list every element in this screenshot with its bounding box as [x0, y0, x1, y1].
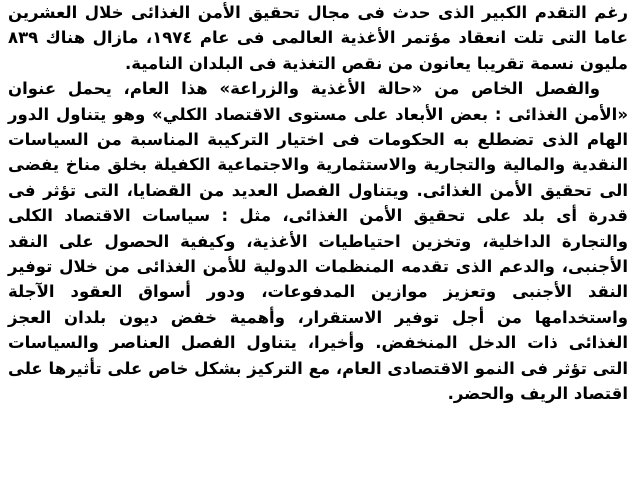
paragraph-intro: رغم التقدم الكبير الذى حدث فى مجال تحقيق الأمن الغذائى خلال العشرين عاما التى تلت انعقاد مؤتمر الأغذية العالمى فى عام ١٩٧٤، مازال هناك ٨٣٩ مليون نسمة تقريبا يعانون من نقص التغذية فى البلدان النامية.: [8, 3, 628, 73]
document-page: [8, 0, 628, 502]
paragraph-chapter-summary: والفصل الخاص من «حالة الأغذية والزراعة» هذا العام، يحمل عنوان «الأمن الغذائى : بعض الأبعاد على مستوى الاقتصاد الكلي» وهو يتناول الدور الهام الذى تضطلع به الحكومات فى اختيار التركيبة المناسبة من السياسات النقدية والمالية والتجارية والاستثمارية والاجتماعية الكفيلة بخلق مناخ يفضى الى تحقيق الأمن الغذائى. ويتناول الفصل العديد من القضايا، التى تؤثر فى قدرة أى بلد على تحقيق الأمن الغذائى، مثل : سياسات الاقتصاد الكلى والتجارة الداخلية، وتخزين احتياطيات الأغذية، وكيفية الحصول على النقد الأجنبى، والدعم الذى تقدمه المنظمات الدولية للأمن الغذائى من خلال توفير النقد الأجنبى وتعزيز موازين المدفوعات، ودور أسواق العقود الآجلة واستخدامها من أجل توفير الاستقرار، وأهمية خفض ديون بلدان العجز الغذائى ذات الدخل المنخفض. وأخيرا، يتناول الفصل العناصر والسياسات التى تؤثر فى النمو الاقتصادى العام، مع التركيز بشكل خاص على تأثيرها على اقتصاد الريف والحضر.: [8, 79, 628, 404]
